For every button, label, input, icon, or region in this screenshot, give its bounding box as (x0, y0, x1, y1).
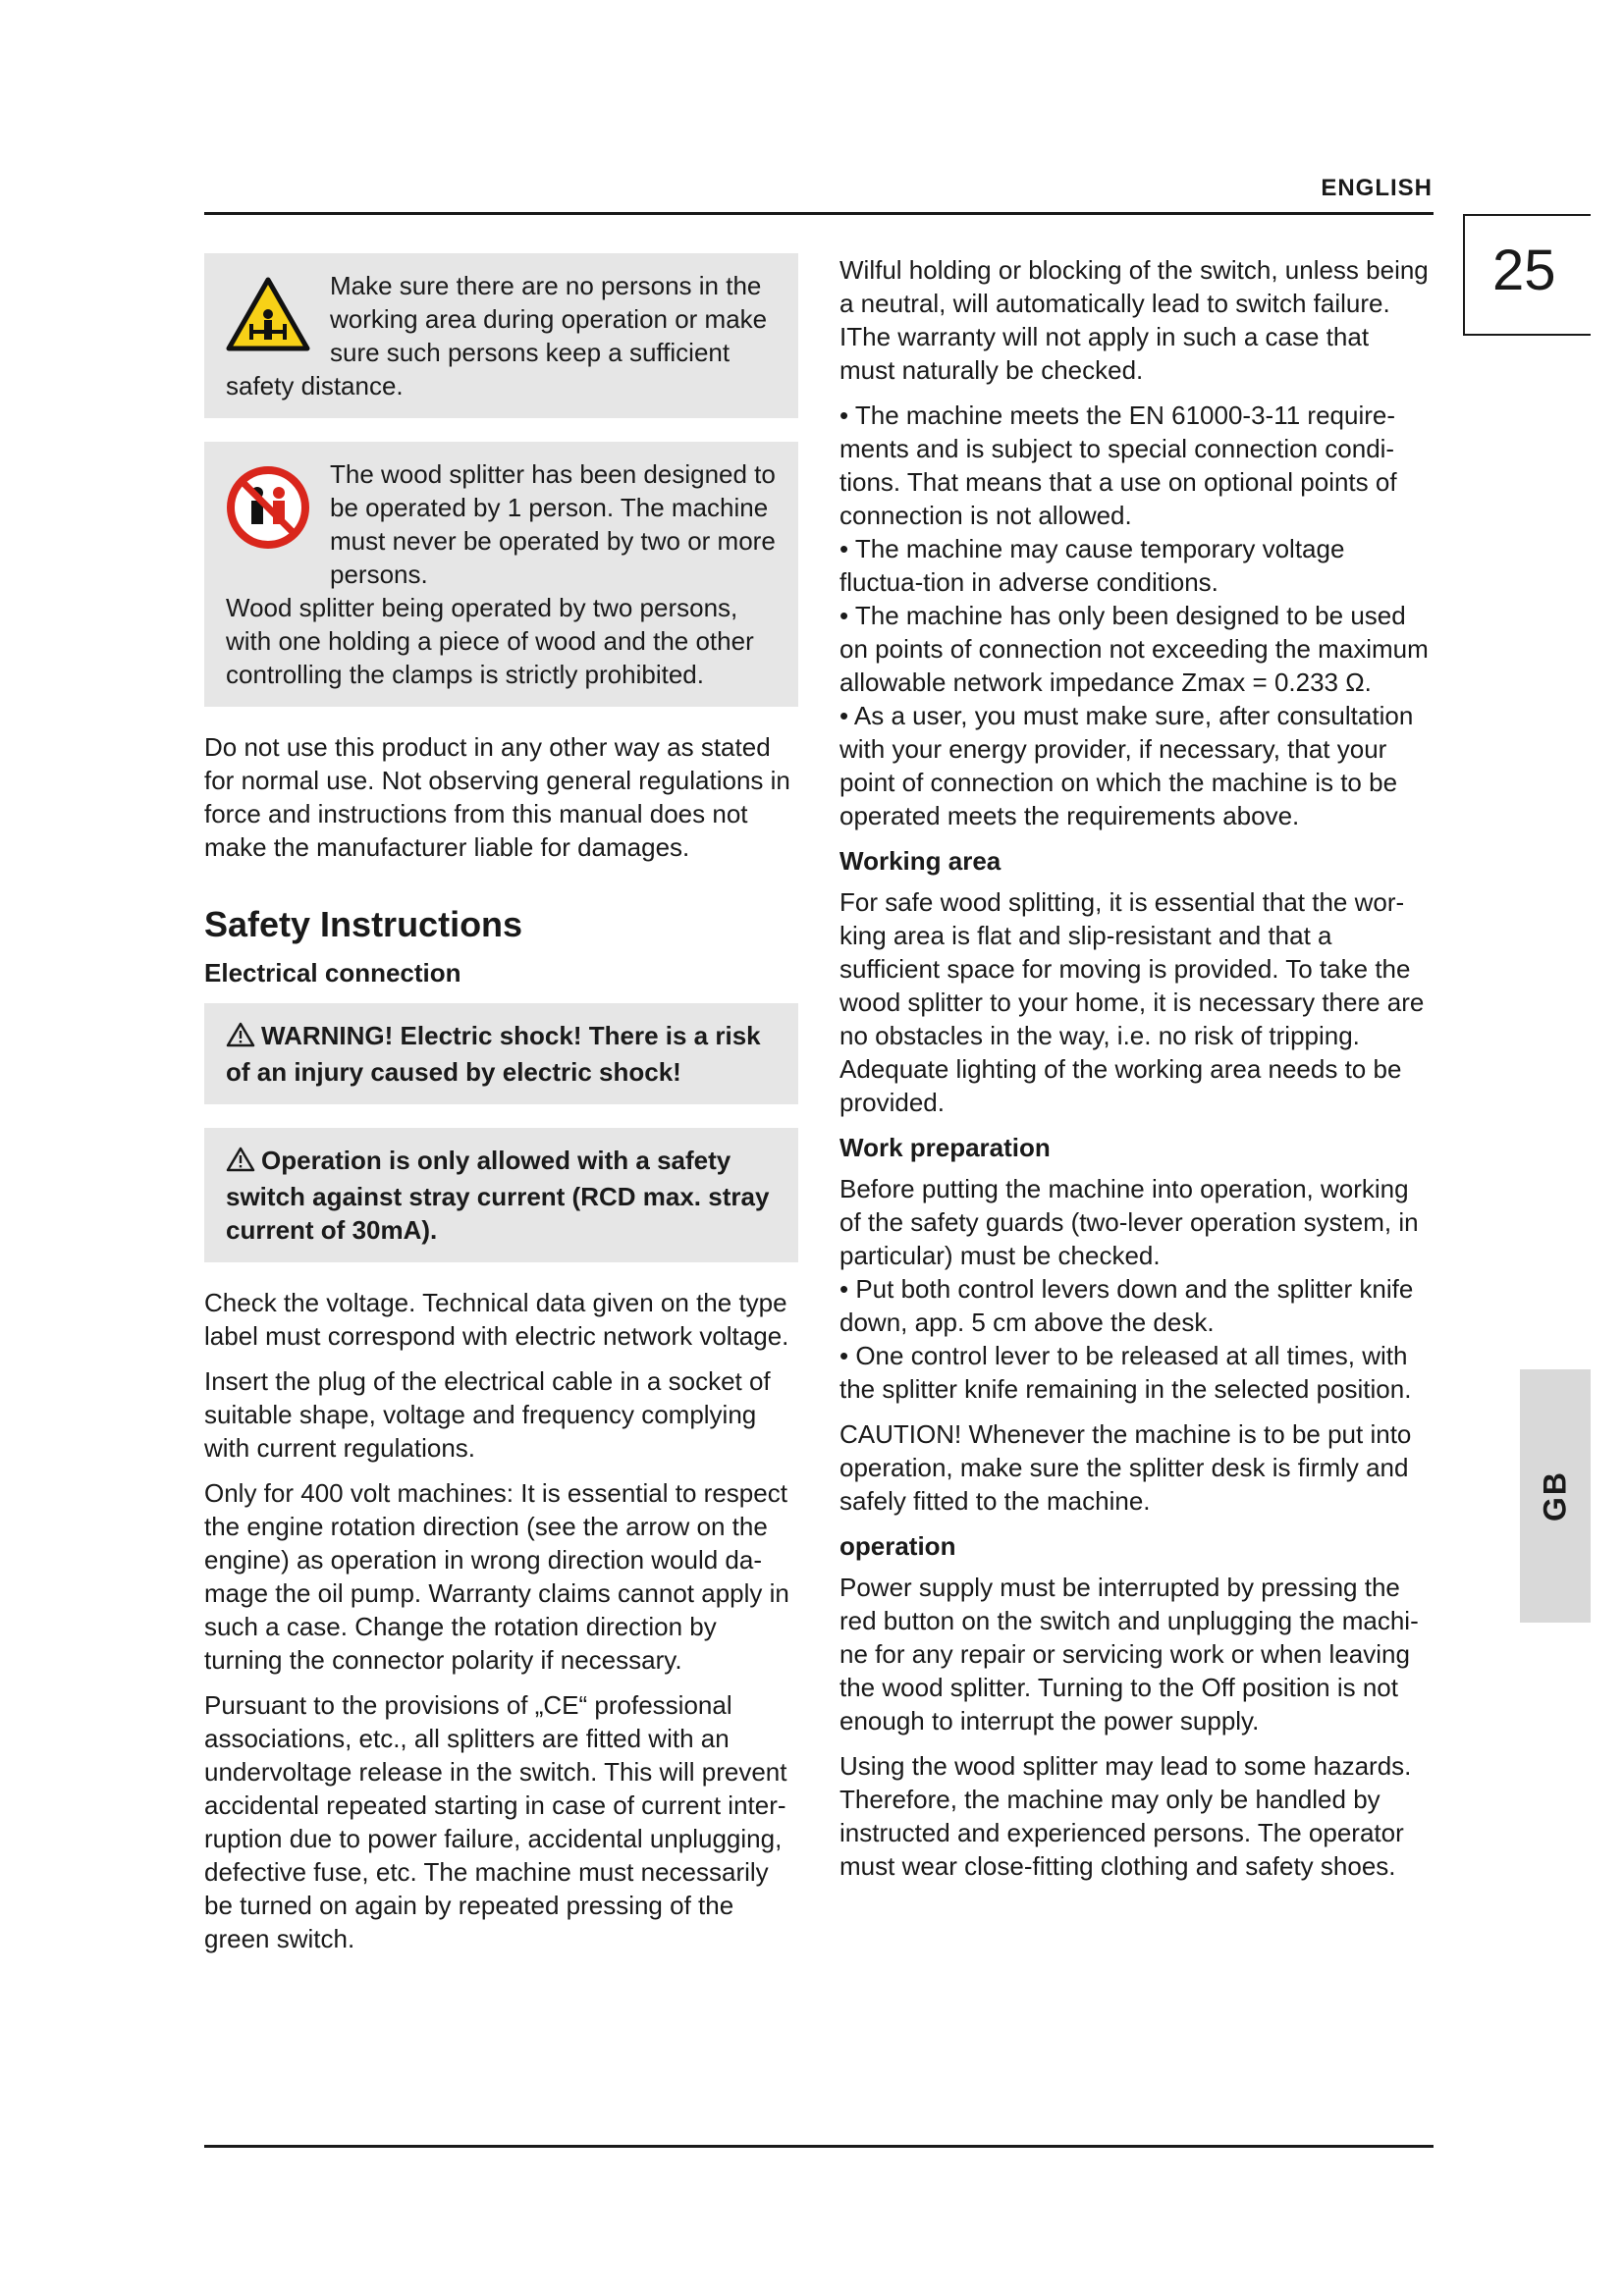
work-preparation-text: Before putting the machine into operation, working of the safety guards (two-lever operation system, in particular) must be checked. (839, 1174, 1419, 1270)
heading-work-preparation: Work preparation (839, 1133, 1051, 1162)
language-side-tab-label: GB (1537, 1470, 1573, 1522)
section-title-safety: Safety Instructions (204, 904, 523, 944)
paragraph: Pursuant to the provisions of „CE“ professional associations, etc., all splitters are fitted with an undervoltage release in the switch. This will prevent accidental repeated starting in case of current inter-ruption due to power failure, accidental unplugging, defective fuse, etc. The machine must necessarily be turned on again by repeated pressing of the green switch. (204, 1690, 787, 1953)
right-column (839, 253, 1429, 1895)
caution-text: CAUTION! Whenever the machine is to be put into operation, make sure the splitter desk is firmly and safely fitted to the machine. (839, 1419, 1412, 1516)
warning-triangle-icon (226, 1147, 255, 1180)
no-persons-warning-icon (226, 277, 310, 359)
heading-operation: operation (839, 1531, 956, 1561)
page-number: 25 (1492, 239, 1556, 302)
header-rule (204, 212, 1434, 215)
two-person-prohibited-text: Wood splitter being operated by two persons, with one holding a piece of wood and the other controlling the clamps is strictly prohibited. (226, 593, 754, 689)
paragraph: Only for 400 volt machines: It is essential to respect the engine rotation direction (see the arrow on the engine) as operation in wrong direction would da-mage the oil pump. Warranty claims cannot apply in such a case. Change the rotation direction by turning the connector polarity if necessary. (204, 1478, 789, 1675)
footer-rule (204, 2145, 1434, 2148)
left-column (204, 253, 798, 1967)
rcd-warning-text: Operation is only allowed with a safety switch against stray current (RCD max. stray current of 30mA). (226, 1146, 770, 1245)
subsection-electrical-connection: Electrical connection (204, 958, 461, 988)
electric-shock-warning-text: WARNING! Electric shock! There is a risk of an injury caused by electric shock! (226, 1021, 761, 1087)
warning-triangle-icon (226, 1022, 255, 1055)
one-person-text: The wood splitter has been designed to be operated by 1 person. The machine must never be operated by two or more persons. (330, 459, 776, 589)
bullet-item: • The machine may cause temporary voltage fluctua-tion in adverse conditions. (839, 534, 1345, 597)
operation-hazards-text: Using the wood splitter may lead to some hazards. Therefore, the machine may only be handled by instructed and experienced persons. The operator must wear close-fitting clothing and safety shoes. (839, 1751, 1412, 1881)
persons-warning-text: Make sure there are no persons in the working area during operation or make sure such persons keep a sufficient safety distance. (226, 271, 768, 400)
paragraph: Insert the plug of the electrical cable in a socket of suitable shape, voltage and frequency complying with current regulations. (204, 1366, 771, 1463)
bullet-item: • The machine meets the EN 61000-3-11 require-ments and is subject to special connection condi-tions. That means that a use on optional points of connection is not allowed. (839, 400, 1397, 530)
intended-use-paragraph: Do not use this product in any other way as stated for normal use. Not observing general regulations in force and instructions from this manual does not make the manufacturer liable for damages. (204, 732, 790, 862)
paragraph: Check the voltage. Technical data given on the type label must correspond with electric network voltage. (204, 1288, 789, 1351)
electric-shock-warning-box (204, 1003, 798, 1104)
persons-warning-box (204, 253, 798, 418)
bullet-item: • As a user, you must make sure, after consultation with your energy provider, if necessary, that your point of connection on which the machine is to be operated meets the requirements above. (839, 701, 1414, 830)
one-person-box (204, 442, 798, 707)
switch-blocking-paragraph: Wilful holding or blocking of the switch, unless being a neutral, will automatically lead to switch failure. IThe warranty will not apply in such a case that must naturally be checked. (839, 255, 1429, 385)
bullet-item: • The machine has only been designed to be used on points of connection not exceeding the maximum allowable network impedance Zmax = 0.233 Ω. (839, 601, 1429, 697)
language-side-tab (1520, 1369, 1591, 1623)
bullet-item: • One control lever to be released at all times, with the splitter knife remaining in the selected position. (839, 1341, 1412, 1404)
one-person-operation-icon (226, 465, 310, 558)
operation-text: Power supply must be interrupted by pressing the red button on the switch and unplugging the machi-ne for any repair or servicing work or when leaving the wood splitter. Turning to the Off position is not enough to interrupt the power supply. (839, 1573, 1419, 1735)
heading-working-area: Working area (839, 846, 1001, 876)
language-header: ENGLISH (1321, 175, 1433, 201)
rcd-warning-box (204, 1128, 798, 1262)
bullet-item: • Put both control levers down and the splitter knife down, app. 5 cm above the desk. (839, 1274, 1414, 1337)
working-area-text: For safe wood splitting, it is essential that the wor-king area is flat and slip-resistant and that a sufficient space for moving is provided. To take the wood splitter to your home, it is necessary there are no obstacles in the way, i.e. no risk of tripping. Adequate lighting of the working area needs to be provided. (839, 887, 1425, 1117)
page-number-box (1463, 214, 1591, 336)
